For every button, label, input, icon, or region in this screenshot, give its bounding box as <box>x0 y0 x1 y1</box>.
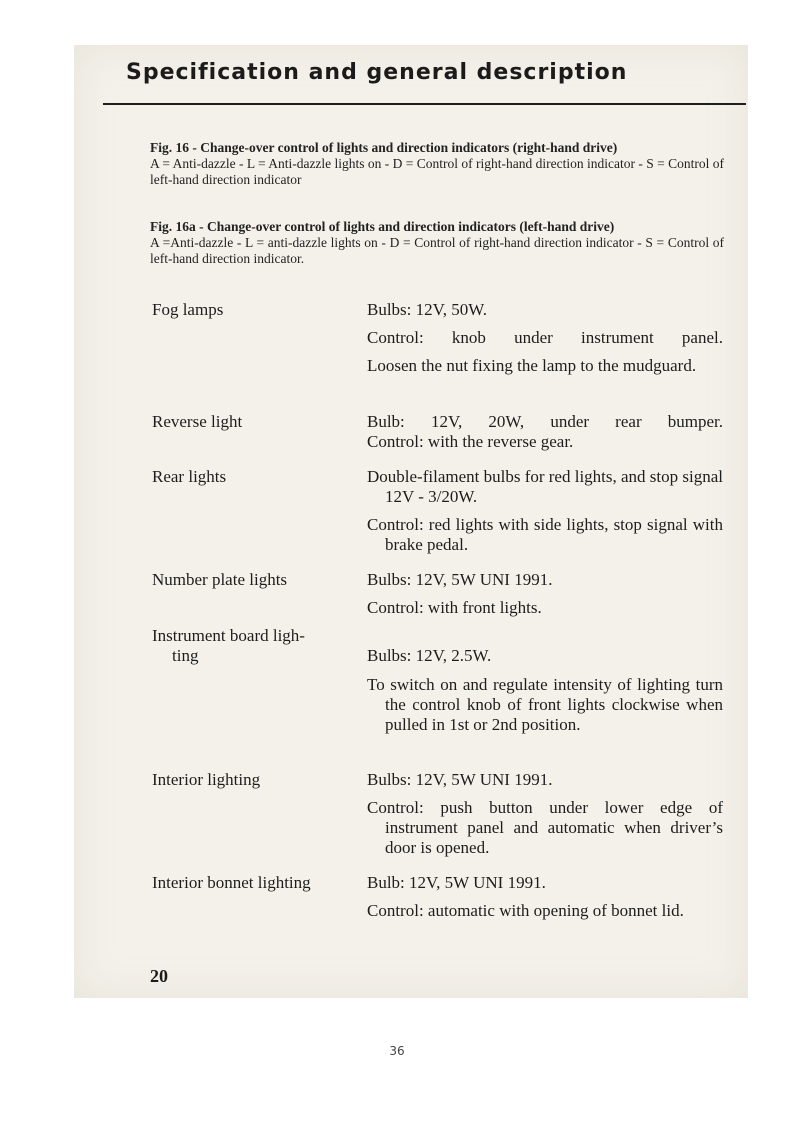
spec-label-interior-lighting: Interior lighting <box>152 770 261 789</box>
spec-text: Control: with the reverse gear. <box>367 432 574 451</box>
spec-label-rear-lights: Rear lights <box>152 467 227 486</box>
spec-text: Bulbs: 12V, 5W UNI 1991. <box>367 570 553 589</box>
spec-text: Control: knob under instrument panel. <box>367 328 723 347</box>
page-heading: Specification and general description <box>126 60 628 85</box>
spec-text: Bulb: 12V, 5W UNI 1991. <box>367 873 546 892</box>
label-line: ting <box>172 646 199 665</box>
caption-body: A =Anti-dazzle - L = anti-dazzle lights on - D = Control of right-hand direction indicator - S = Control of left-hand direction indicator. <box>150 235 724 266</box>
spec-text: Bulbs: 12V, 50W. <box>367 300 487 319</box>
page-number: 20 <box>150 966 168 986</box>
spec-text: Bulbs: 12V, 5W UNI 1991. <box>367 770 553 789</box>
figure-caption-16a <box>150 219 724 267</box>
spec-text: Loosen the nut fixing the lamp to the mudguard. <box>367 356 697 375</box>
spec-text: Bulbs: 12V, 2.5W. <box>367 646 492 665</box>
spec-label-interior-bonnet-lighting: Interior bonnet lighting <box>152 873 311 892</box>
spec-text: Control: red lights with side lights, stop signal with brake pedal. <box>367 515 723 554</box>
spec-label-instrument-board-lighting <box>152 626 357 666</box>
spec-label-reverse-light: Reverse light <box>152 412 243 431</box>
spec-label-number-plate-lights: Number plate lights <box>152 570 288 589</box>
caption-title: Fig. 16 - Change-over control of lights and direction indicators (right-hand drive) <box>150 140 618 155</box>
heading-rule <box>103 103 746 105</box>
caption-title: Fig. 16a - Change-over control of lights and direction indicators (left-hand drive) <box>150 219 615 234</box>
spec-text: Double-filament bulbs for red lights, and stop signal 12V - 3/20W. <box>367 467 723 506</box>
spec-text: Control: with front lights. <box>367 598 542 617</box>
spec-text: Control: automatic with opening of bonnet lid. <box>367 901 684 920</box>
caption-body: A = Anti-dazzle - L = Anti-dazzle lights on - D = Control of right-hand direction indicator - S = Control of left-hand direction indicator <box>150 156 724 187</box>
spec-text: Control: push button under lower edge of instrument panel and automatic when driver’s door is opened. <box>367 798 723 857</box>
spec-text: To switch on and regulate intensity of lighting turn the control knob of front lights clockwise when pulled in 1st or 2nd position. <box>367 675 723 734</box>
label-line: Instrument board ligh- <box>152 626 305 645</box>
spec-label-fog-lamps: Fog lamps <box>152 300 224 319</box>
spec-text: Bulb: 12V, 20W, under rear bumper. <box>367 412 723 431</box>
pdf-page-number: 36 <box>389 1044 405 1058</box>
figure-caption-16 <box>150 140 724 188</box>
